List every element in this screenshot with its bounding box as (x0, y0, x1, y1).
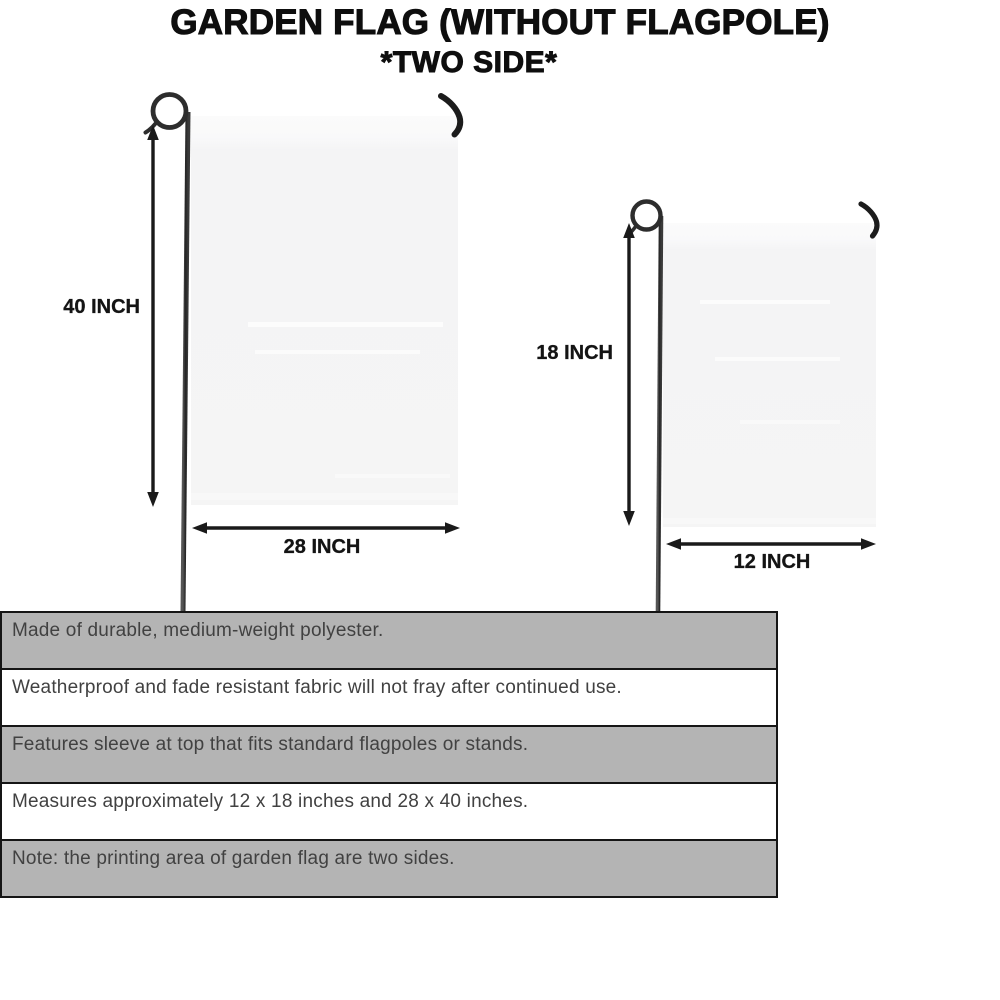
large-flag-height-arrow (147, 125, 159, 507)
small-flag-height-arrow (623, 223, 635, 526)
feature-row-measurements (2, 784, 776, 841)
large-flag-pole (183, 112, 188, 611)
wrinkle (663, 518, 876, 524)
wrinkle (255, 350, 420, 354)
feature-table (0, 611, 778, 898)
large-flag-height-label: 40 INCH (63, 296, 140, 318)
large-flag-group (146, 95, 461, 612)
small-flag-width-arrow (666, 538, 876, 550)
large-flag-width-arrow (192, 522, 460, 534)
wrinkle (740, 420, 840, 424)
feature-text: Weatherproof and fade resistant fabric will not fray after continued use. (12, 677, 622, 698)
small-flag-canvas (663, 223, 876, 527)
feature-text: Made of durable, medium-weight polyester. (12, 620, 384, 641)
wrinkle (248, 322, 443, 327)
small-flag-height-label: 18 INCH (536, 342, 613, 364)
wrinkle (700, 300, 830, 304)
small-flag-width-label: 12 INCH (733, 551, 811, 573)
feature-row-sleeve (2, 727, 776, 784)
feature-text: Note: the printing area of garden flag are two sides. (12, 848, 455, 869)
title-line-2: *TWO SIDE* (380, 45, 558, 79)
title-line-1: GARDEN FLAG (WITHOUT FLAGPOLE) (170, 3, 830, 42)
feature-row-weatherproof (2, 670, 776, 727)
feature-row-material (2, 613, 776, 670)
small-flag-group (623, 202, 877, 612)
feature-text: Measures approximately 12 x 18 inches and 28 x 40 inches. (12, 791, 529, 812)
feature-text: Features sleeve at top that fits standard flagpoles or stands. (12, 734, 529, 755)
large-flag-width-label: 28 INCH (283, 536, 361, 558)
wrinkle (715, 357, 840, 361)
wrinkle (335, 474, 450, 478)
small-flag-pole (658, 216, 661, 611)
large-flag-pole-loop (153, 95, 186, 128)
large-flag-canvas (191, 116, 458, 505)
feature-row-note (2, 841, 776, 896)
wrinkle (191, 493, 458, 500)
